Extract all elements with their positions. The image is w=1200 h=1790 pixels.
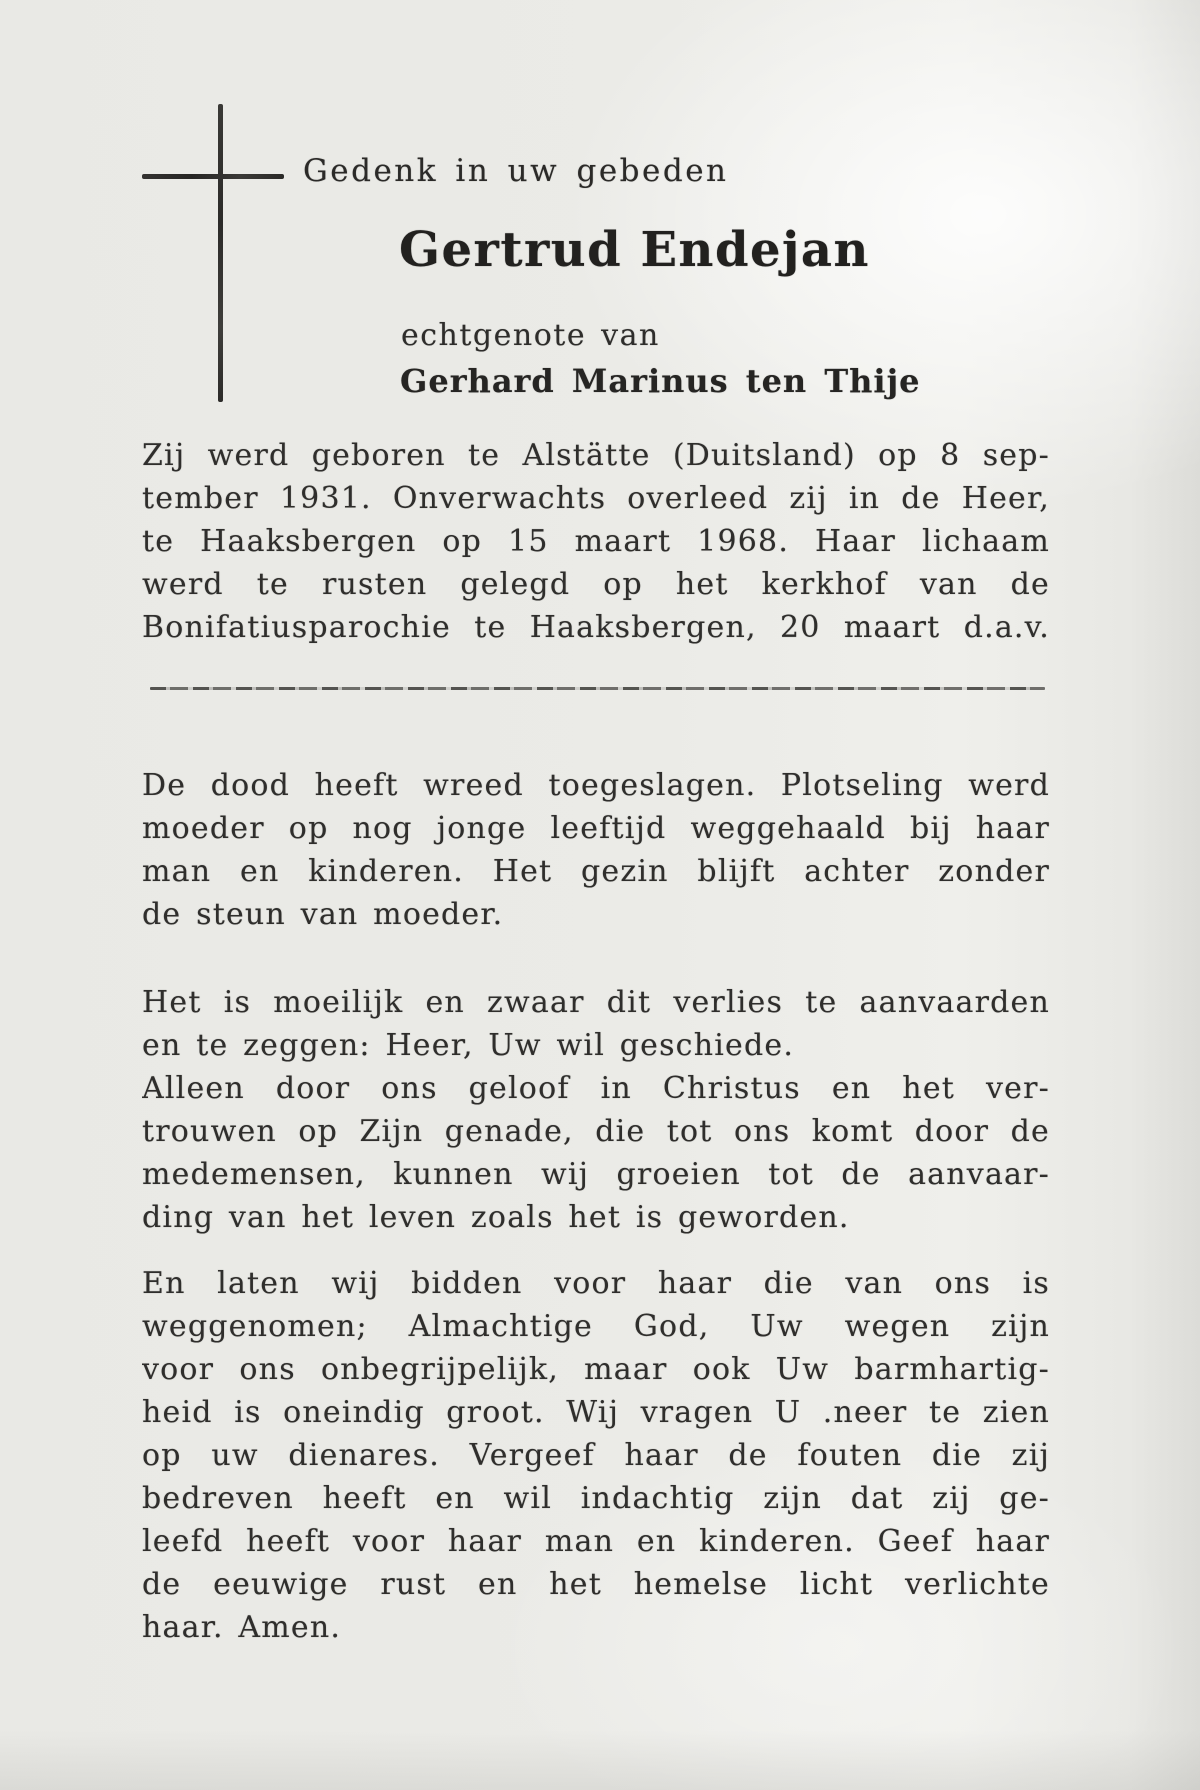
text-line: te Haaksbergen op 15 maart 1968. Haar lichaam (142, 524, 1050, 559)
text-line: voor ons onbegrijpelijk, maar ook Uw barmhartig- (142, 1352, 1050, 1387)
text-line: leefd heeft voor haar man en kinderen. Geef haar (142, 1524, 1050, 1559)
text-line: weggenomen; Almachtige God, Uw wegen zijn (142, 1309, 1050, 1344)
spouse-name: Gerhard Marinus ten Thije (400, 362, 921, 400)
text-line: haar. Amen. (142, 1610, 342, 1645)
text-line: tember 1931. Onverwachts overleed zij in de Heer, (142, 481, 1050, 516)
text-line: heid is oneindig groot. Wij vragen U .neer te zien (142, 1395, 1050, 1430)
text-line: trouwen op Zijn genade, die tot ons komt door de (142, 1114, 1050, 1149)
remembrance-line: Gedenk in uw gebeden (303, 153, 729, 189)
relation-line: echtgenote van (401, 318, 660, 353)
text-line: bedreven heeft en wil indachtig zijn dat zij ge- (142, 1481, 1050, 1516)
text-line: de steun van moeder. (142, 897, 504, 932)
cross-bar (142, 174, 284, 179)
text-line: man en kinderen. Het gezin blijft achter zonder (142, 854, 1050, 889)
prayer-paragraph (142, 1262, 1050, 1649)
text-line: En laten wij bidden voor haar die van ons is (142, 1266, 1050, 1301)
text-line: ding van het leven zoals het is geworden. (142, 1200, 850, 1235)
cross-stem (218, 104, 223, 402)
deceased-name: Gertrud Endejan (399, 222, 870, 278)
text-line: werd te rusten gelegd op het kerkhof van de (142, 567, 1050, 602)
text-line: Zij werd geboren te Alstätte (Duitsland) op 8 sep- (142, 438, 1050, 473)
prayer-paragraph (142, 764, 1050, 936)
text-line: moeder op nog jonge leeftijd weggehaald bij haar (142, 811, 1050, 846)
text-line: De dood heeft wreed toegeslagen. Plotseling werd (142, 768, 1050, 803)
divider-line (150, 687, 1045, 690)
text-line: Bonifatiusparochie te Haaksbergen, 20 maart d.a.v. (142, 610, 1050, 645)
text-line: Het is moeilijk en zwaar dit verlies te aanvaarden (142, 985, 1050, 1020)
text-line: Alleen door ons geloof in Christus en het ver- (142, 1071, 1050, 1106)
biography-paragraph (142, 434, 1050, 649)
prayer-paragraph (142, 981, 1050, 1239)
text-line: de eeuwige rust en het hemelse licht verlichte (142, 1567, 1050, 1602)
text-line: op uw dienares. Vergeef haar de fouten die zij (142, 1438, 1050, 1473)
text-line: en te zeggen: Heer, Uw wil geschiede. (142, 1028, 795, 1063)
text-line: medemensen, kunnen wij groeien tot de aanvaar- (142, 1157, 1050, 1192)
